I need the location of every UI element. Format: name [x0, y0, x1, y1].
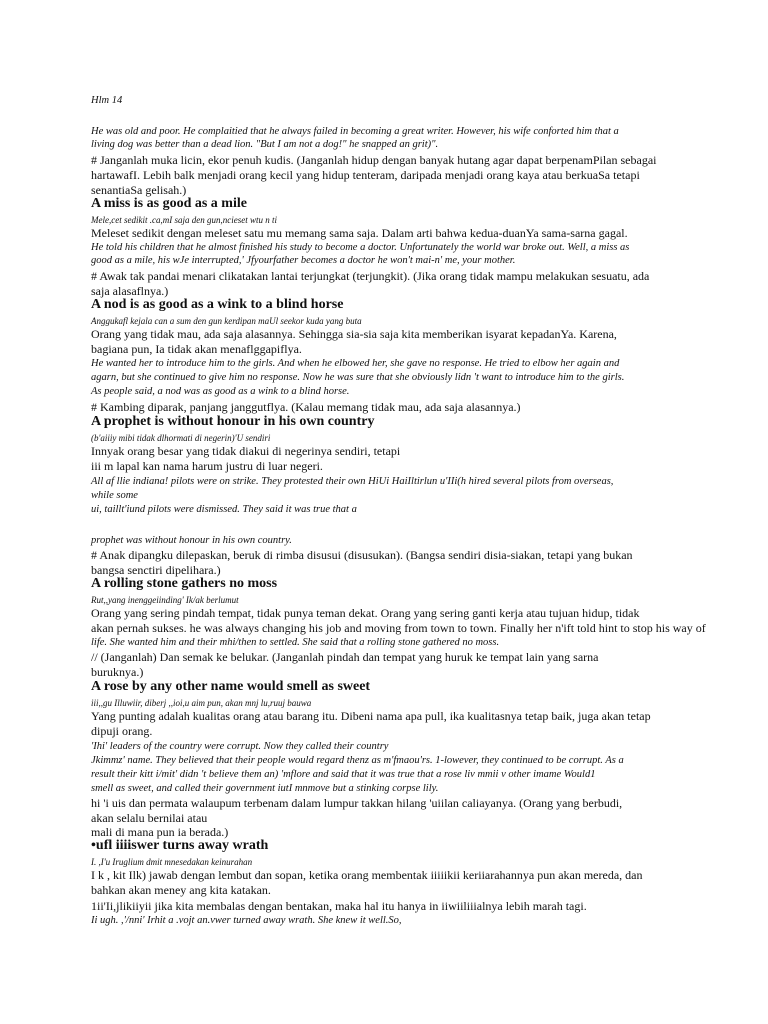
example-text: He told his children that he almost finished his study to become a doctor. Unfortunately the world war broke out. Well, a miss as [91, 242, 630, 253]
proverb-heading: A rose by any other name would smell as sweet [91, 679, 371, 694]
proverb-note: bangsa senctiri dipelihara.) [91, 563, 221, 577]
proverb-heading: A prophet is without honour in his own country [91, 414, 375, 429]
example-text: He wanted her to introduce him to the girls. And when he elbowed her, she gave no response. He tried to elbow her again and [91, 358, 620, 369]
explanation-text: Orang yang sering pindah tempat, tidak punya teman dekat. Orang yang sering ganti kerja atau tujuan hidup, tidak [91, 606, 640, 620]
proverb-note: senantiaSa gelisah.) [91, 183, 187, 197]
example-text: prophet was without honour in his own country. [91, 535, 292, 546]
explanation-text: akan pernah sukses. he was always changing his job and moving from town to town. Finally her n'ift told hint to stop his way of [91, 621, 706, 635]
translation-line: I. ,I'u Iruglium dmit mnesedakan keinurahan [91, 857, 253, 867]
proverb-note: saja alasaflnya.) [91, 284, 169, 298]
proverb-note: # Kambing diparak, panjang janggutflya. (Kalau memang tidak mau, ada saja alasannya.) [91, 400, 521, 414]
example-text: Jkimmz' name. They believed that their people would regard thenz as m'fmaou'rs. 1-lowever, they continued to be corrupt. As a [91, 755, 624, 766]
proverb-note: # Anak dipangku dilepaskan, beruk di rimba disusui (disusukan). (Bangsa sendiri disia-siakan, tetapi yang bukan [91, 548, 633, 562]
proverb-note: hartawafI. Lebih balk menjadi orang kecil yang hidup tenteram, daripada menjadi orang kaya atau berkuaSa tetapi [91, 168, 640, 182]
explanation-text: bagiana pun, Ia tidak akan menaflggapiflya. [91, 342, 302, 356]
proverb-heading: A miss is as good as a mile [91, 196, 247, 211]
proverb-note: # Awak tak pandai menari clikatakan lantai terjungkat (terjungkit). (Jika orang tidak mampu melakukan sesuatu, ada [91, 269, 650, 283]
proverb-note: buruknya.) [91, 665, 144, 679]
example-text: living dog was better than a dead lion. "But I am not a dog!" he snapped an grit)". [91, 139, 439, 150]
translation-line: Anggukafl kejala can a sum den gun kerdipan maUl seekor kuda yang buta [91, 316, 362, 326]
example-text: As people said, a nod was as good as a wink to a blind horse. [91, 386, 350, 397]
example-text: ui, taillt'iund pilots were dismissed. They said it was true that a [91, 504, 357, 515]
translation-line: iii,,gu Illuwiir, diberj ,,ioi,u aim pun, akan mnj lu,ruuj bauwa [91, 698, 312, 708]
proverb-note: hi 'i uis dan permata walaupum terbenam dalam lumpur takkan hilang 'uiilan caliayanya. (Orang yang berbudi, [91, 796, 623, 810]
example-text: while some [91, 490, 138, 501]
proverb-note: # Janganlah muka licin, ekor penuh kudis. (Janganlah hidup dengan banyak hutang agar dapat berpenamPilan sebagai [91, 153, 657, 167]
proverb-heading: A nod is as good as a wink to a blind horse [91, 297, 344, 312]
example-text: result their kitt i/mit' didn 't believe them an) 'mflore and said that it was true that a rose liv mmii v other imame Would1 [91, 769, 596, 780]
proverb-heading: A rolling stone gathers no moss [91, 576, 278, 591]
page-number: Hlm 14 [91, 95, 123, 106]
explanation-text: I k , kit Ilk) jawab dengan lembut dan sopan, ketika orang membentak iiiiikii keriiarahannya pun akan mereda, dan [91, 868, 643, 882]
translation-line: Rut,,yang inenggeiinding' Ik/ak berlumut [91, 595, 239, 605]
example-text: agarn, but she continued to give him no response. Now he was sure that she obviously lidn 't want to introduce him to the girls. [91, 372, 625, 383]
translation-line: Mele,cet sedikit .ca,mI saja den gun,ncieset wtu n ti [91, 215, 277, 225]
explanation-text: iii m lapal kan nama harum justru di luar negeri. [91, 459, 323, 473]
explanation-text: Orang yang tidak mau, ada saja alasannya. Sehingga sia-sia saja kita memberikan isyarat kepadanYa. Karena, [91, 327, 617, 341]
example-text: All af llie indiana! pilots were on strike. They protested their own HiUi HaiIltirlun u'IIi(h hired several pilots from overseas, [91, 476, 614, 487]
explanation-text: dipuji orang. [91, 724, 153, 738]
proverb-heading: •ufl iiiiswer turns away wrath [91, 838, 269, 853]
explanation-text: bahkan akan meney ang kita katakan. [91, 883, 271, 897]
example-text: good as a mile, his wJe interrupted,' Jfyourfather becomes a doctor he won't mai-n' me, your mother. [91, 255, 516, 266]
proverb-note: mali di mana pun ia berada.) [91, 825, 229, 839]
example-text: 'Ihi' leaders of the country were corrupt. Now they called their country [91, 741, 389, 752]
proverb-note: akan selalu bernilai atau [91, 811, 208, 825]
explanation-text: Innyak orang besar yang tidak diakui di negerinya sendiri, tetapi [91, 444, 401, 458]
explanation-text: Yang punting adalah kualitas orang atau barang itu. Dibeni nama apa pull, ika kualitasnya tetap baik, juga akan tetap [91, 709, 651, 723]
example-text: He was old and poor. He complaitied that he always failed in becoming a great writer. However, his wife conforted him that a [91, 126, 619, 137]
explanation-text: 1ii'Ii,jlikiiyii jika kita membalas dengan bentakan, maka hal itu hanya in iiwiiliiialnya lebih marah tagi. [91, 899, 587, 913]
explanation-text: Meleset sedikit dengan meleset satu mu memang sama saja. Dalam arti bahwa kedua-duanYa sama-sarna gagal. [91, 226, 628, 240]
example-text: smell as sweet, and called their government iutI mnmove but a stinking corpse lily. [91, 783, 439, 794]
proverb-note: // (Janganlah) Dan semak ke belukar. (Janganlah pindah dan tempat yang huruk ke tempat lain yang sarna [91, 650, 599, 664]
translation-line: (b'aiiiy mibi tidak dlhormati di negerin)'U sendiri [91, 433, 271, 443]
example-text: life. She wanted him and their mhi/then to settled. She said that a rolling stone gathered no moss. [91, 637, 500, 648]
example-text: Ii ugh. ,'/nni' Irhit a .vojt an.vwer turned away wrath. She knew it well.So, [91, 915, 402, 926]
